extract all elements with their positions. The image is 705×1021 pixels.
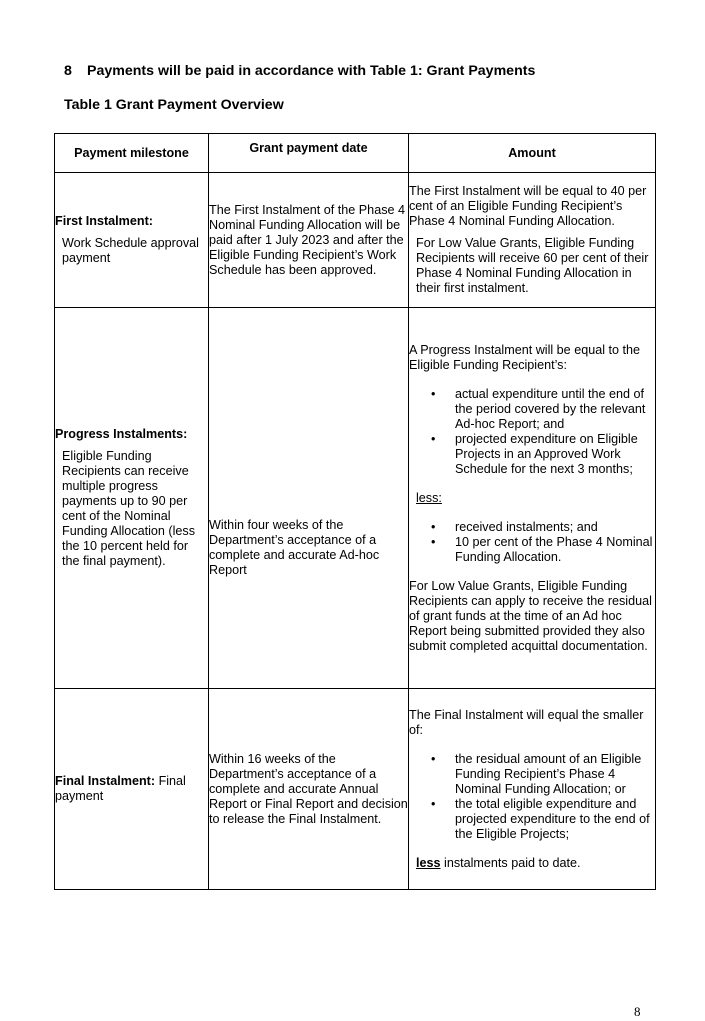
section-number: 8 xyxy=(64,63,72,79)
list-item: • actual expenditure until the end of the period covered by the relevant Ad-hoc Report; and xyxy=(455,387,655,432)
amount-less-line xyxy=(409,856,655,871)
list-item: • the residual amount of an Eligible Funding Recipient’s Phase 4 Nominal Funding Allocation; or xyxy=(455,752,655,797)
grant-payment-table xyxy=(54,133,656,890)
table-row xyxy=(55,689,656,890)
list-item: • received instalments; and xyxy=(455,520,655,535)
amount-paragraph: The First Instalment will be equal to 40 per cent of an Eligible Funding Recipient’s Phase 4 Nominal Funding Allocation. xyxy=(409,184,647,228)
section-heading xyxy=(64,63,535,80)
amount-cell xyxy=(409,173,656,308)
date-cell: The First Instalment of the Phase 4 Nominal Funding Allocation will be paid after 1 July 2023 and after the Eligible Funding Recipient’s Work Schedule has been approved. xyxy=(209,173,409,308)
amount-low-value-note: For Low Value Grants, Eligible Funding Recipients will receive 60 per cent of their Phase 4 Nominal Funding Allocation in their first instalment. xyxy=(416,236,649,295)
amount-bullet-list xyxy=(409,387,655,477)
amount-low-value-note: For Low Value Grants, Eligible Funding Recipients can apply to receive the residual of grant funds at the time of an Ad hoc Report being submitted provided they also submit completed acquittal documentation. xyxy=(409,578,652,653)
milestone-title: Progress Instalments: xyxy=(55,427,188,441)
milestone-text xyxy=(55,774,208,804)
amount-less-label: less: xyxy=(416,490,442,505)
table-title: Table 1 Grant Payment Overview xyxy=(64,97,284,113)
list-item: • projected expenditure on Eligible Projects in an Approved Work Schedule for the next 3 months; xyxy=(455,432,655,477)
section-heading-text: Payments will be paid in accordance with Table 1: Grant Payments xyxy=(87,63,536,79)
date-cell xyxy=(209,308,409,689)
amount-less-rest: instalments paid to date. xyxy=(444,855,581,870)
amount-cell xyxy=(409,689,656,890)
amount-bullet-list xyxy=(409,752,655,842)
header-payment-milestone: Payment milestone xyxy=(55,134,209,173)
milestone-description: Work Schedule approval payment xyxy=(62,236,199,265)
header-amount: Amount xyxy=(409,134,656,173)
amount-bullet-list xyxy=(409,520,655,565)
amount-less-label: less xyxy=(416,855,441,870)
milestone-title: Final Instalment: xyxy=(55,774,156,788)
table-row xyxy=(55,173,656,308)
page-number: 8 xyxy=(634,1004,641,1019)
amount-intro: The Final Instalment will equal the smaller of: xyxy=(409,707,644,737)
amount-intro: A Progress Instalment will be equal to the Eligible Funding Recipient’s: xyxy=(409,342,641,372)
date-cell: Within 16 weeks of the Department’s acceptance of a complete and accurate Annual Report or Final Report and decision to release the Final Instalment. xyxy=(209,689,409,890)
table-header-row xyxy=(55,134,656,173)
milestone-description: Final payment xyxy=(55,774,186,803)
header-grant-payment-date: Grant payment date xyxy=(209,134,409,173)
list-item: • the total eligible expenditure and projected expenditure to the end of the Eligible Projects; xyxy=(455,797,655,842)
milestone-title: First Instalment: xyxy=(55,214,153,228)
milestone-description: Eligible Funding Recipients can receive multiple progress payments up to 90 per cent of the Nominal Funding Allocation (less the 10 percent held for the final payment). xyxy=(62,449,196,568)
milestone-cell xyxy=(55,689,209,890)
table-row xyxy=(55,308,656,689)
date-text: Within four weeks of the Department’s acceptance of a complete and accurate Ad-hoc Report xyxy=(209,518,380,577)
list-item: • 10 per cent of the Phase 4 Nominal Funding Allocation. xyxy=(455,535,655,565)
milestone-cell xyxy=(55,173,209,308)
milestone-cell xyxy=(55,308,209,689)
amount-cell xyxy=(409,308,656,689)
